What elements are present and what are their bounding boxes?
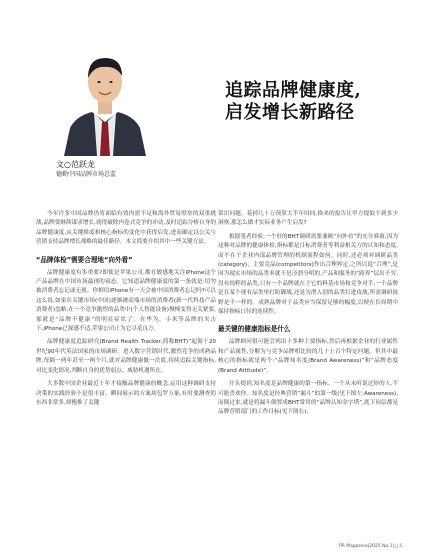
paragraph: 今年许多中国品牌仍将面临有效内需不足和海外贸易壁垒的双重挑战,品牌要继续谋求增长,就得破除内卷式竞争的冲动,及时追踪分析自身的品牌健康度,从关键维度和核心指标的变化中获得启发,进而确定以公关与营销支持品牌增长战略的最佳路径。本文简要介绍其中一些关键方法。: [36, 211, 216, 246]
right-column: [218, 210, 398, 422]
paragraph: 品牌顾问很可能会列出十多种主要指标,然后再根据企业的行业属性和产品属性,分解为与竞争品牌相比较的几十上百个特定问题。但其中最核心的指标就是两个:“品牌知名度(Brand Awareness)”和“品牌态度(Brand Attitude)”。: [218, 339, 398, 374]
title-line-2: 启发增长新路径: [225, 102, 355, 123]
paragraph: 常识问题。花掉几十万预算大半年时间,换来的报告让甲方提取不到多少洞察,那怎么做才实际业务产生启发?: [218, 211, 398, 227]
page-footer: PR Magazine|2025 No.1|公关: [338, 544, 403, 549]
article-title: [225, 80, 405, 124]
paragraph: 品牌健康度追踪研究(Brand Health Tracker,简称BHT)”起源于20世纪90年代英法国家的市场调研。进入数字营销时代,激烈竞争的成熟品牌,每隔一两年甚至一两个月,就对品牌健康做一次底,持续追踪关键指标,对比变化情况,判断自身的优势弱点、威胁机遇所在。: [36, 339, 216, 374]
title-line-1: 追踪品牌健康度,: [225, 80, 362, 101]
paragraph: 品牌健康度有多重要?即使是苹果公司,都在敏感地关注iPhone这个产品品牌在中国市场最现的衰态。它知道品牌健康度的第一条就是:切勿被消费者忘记或无视。你相信iPhone有一天会被中国消费者忘记吗?可以这么说,如果在关键市场(中国)逐渐被高端市场的消费者(新一代科技产品消费者)忽略,在一个竞争激烈的品类中(个人智能设备)慢慢变得无关紧要,那就是“品牌不健康”的明显症状了。在华为、小米等品牌的夹击下,iPhone已探感不适,苹果公司正为它寻觅良方。: [36, 269, 216, 333]
left-column: [36, 210, 216, 412]
author-name: 文○范跃龙: [56, 160, 95, 169]
section-heading: “品牌体检”需要合理地“向外看”: [36, 255, 133, 264]
author-role: 德勤中国品牌市场总监: [56, 171, 117, 178]
section-heading: 最关键的健康指标是什么: [218, 325, 291, 334]
author-portrait: [56, 36, 154, 156]
author-photo: [56, 36, 154, 156]
paragraph: 根据笔者经验,一个好的BHT调研需要兼顾“向外看”的充分准备,因为这种对品牌的健康体检,指标都是目标消费者等利益相关方的认知和态度,而不在于企业内部品牌管理的机制流程如何。同时,还必须对调研品类(category)、主要竞品(competitors)作出合理界定,之所以说“合理”,是因为現实市场的品类本就不是泾渭分明的,产品和服务的“跨界”层出不穷,没有纯粹的品类,只有一个品牌就在于它的料基市场和竞争对手,一个品牌是在某个现有品类里打防御战,还是为潜入别的品类打进攻战,所需调研视野是不一样的。成熟品牌对于品类应当保留足够的幅度,以便在长周期中保持指标口径的连续性。: [218, 233, 398, 316]
paragraph: 开头提到,知名度是品牌健康的第一指标。一个从未听说过你的人,不可能喜欢你。知名度是经典营销“漏斗”的第一级(见下图左:Awareness),而倒过来,就是将漏斗倒置成BHT常用的“品牌认知金字塔”,底下同层都是品牌营销部门的工作目标(见下图右)。: [218, 381, 398, 416]
byline: [56, 160, 196, 179]
paragraph: 大多数中国企业最近十年才接触品牌健康的概念,运用这种调研支持决策的实践经验不是很丰富。瞬间展示的方案却包罗万象,有时要测查的东西非常多,却掩推了关键: [36, 381, 216, 406]
